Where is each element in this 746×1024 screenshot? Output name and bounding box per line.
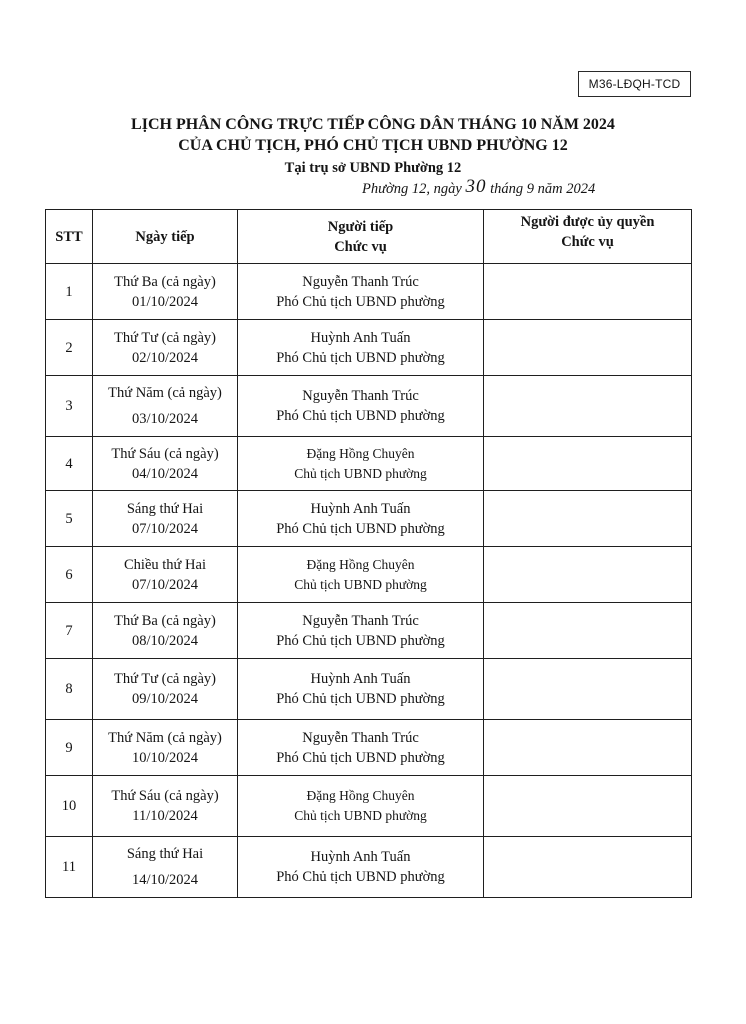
person-name: Nguyễn Thanh Trúc <box>302 729 419 746</box>
table-row <box>46 320 692 376</box>
person-name: Huỳnh Anh Tuấn <box>310 849 411 865</box>
date-day-handwritten: 30 <box>465 176 487 197</box>
stt-cell: 6 <box>46 547 93 603</box>
person-name: Nguyễn Thanh Trúc <box>302 273 419 290</box>
person-title: Chủ tịch UBND phường <box>294 808 427 823</box>
person-title: Phó Chủ tịch UBND phường <box>276 632 445 649</box>
schedule-table <box>45 209 692 898</box>
person-title: Chủ tịch UBND phường <box>294 465 427 481</box>
person-name: Nguyễn Thanh Trúc <box>302 388 419 404</box>
stt-cell: 9 <box>46 720 93 776</box>
stt-cell: 1 <box>46 264 93 320</box>
person-name: Đặng Hồng Chuyên <box>306 556 415 572</box>
table-row <box>46 659 692 720</box>
table-row <box>46 264 692 320</box>
date-cell <box>93 264 238 320</box>
authorized-cell <box>484 720 692 776</box>
person-title: Phó Chủ tịch UBND phường <box>276 691 445 707</box>
person-name: Huỳnh Anh Tuấn <box>310 500 411 517</box>
authorized-cell <box>484 491 692 547</box>
person-cell <box>238 603 484 659</box>
person-name: Đặng Hồng Chuyên <box>306 788 415 803</box>
authorized-cell <box>484 376 692 437</box>
person-name: Đặng Hồng Chuyên <box>306 445 415 461</box>
date-cell <box>93 491 238 547</box>
person-cell <box>238 376 484 437</box>
person-name: Nguyễn Thanh Trúc <box>302 612 419 629</box>
weekday: Thứ Năm (cả ngày) <box>108 385 222 401</box>
stt-cell: 8 <box>46 659 93 720</box>
table-row <box>46 720 692 776</box>
authorized-cell <box>484 547 692 603</box>
weekday: Thứ Năm (cả ngày) <box>108 729 222 746</box>
document-code: M36-LĐQH-TCD <box>578 71 691 97</box>
stt-cell: 10 <box>46 776 93 837</box>
date: 14/10/2024 <box>131 872 199 888</box>
person-title: Phó Chủ tịch UBND phường <box>276 749 445 766</box>
person-title: Phó Chủ tịch UBND phường <box>276 869 445 885</box>
date-cell <box>93 320 238 376</box>
authorized-cell <box>484 320 692 376</box>
header-person-title: Chức vụ <box>334 238 387 255</box>
stt-cell: 5 <box>46 491 93 547</box>
document-title: LỊCH PHÂN CÔNG TRỰC TIẾP CÔNG DÂN THÁNG 10 NĂM 2024 <box>131 116 615 133</box>
header-stt: STT <box>46 210 93 264</box>
person-cell <box>238 320 484 376</box>
header-person <box>238 210 484 264</box>
date: 07/10/2024 <box>131 520 199 537</box>
weekday: Sáng thứ Hai <box>126 500 204 517</box>
header-person-name: Người tiếp <box>327 218 394 235</box>
authorized-cell <box>484 437 692 491</box>
date-cell <box>93 720 238 776</box>
person-cell <box>238 720 484 776</box>
document-location: Tại trụ sở UBND Phường 12 <box>284 160 462 176</box>
person-cell <box>238 776 484 837</box>
date: 01/10/2024 <box>131 293 199 310</box>
table-row <box>46 547 692 603</box>
stt-cell: 7 <box>46 603 93 659</box>
date: 07/10/2024 <box>131 576 199 593</box>
table-row <box>46 376 692 437</box>
weekday: Sáng thứ Hai <box>126 846 204 862</box>
table-row <box>46 603 692 659</box>
date: 03/10/2024 <box>131 411 199 427</box>
date-cell <box>93 776 238 837</box>
person-title: Chủ tịch UBND phường <box>294 576 427 592</box>
header-authorized <box>484 210 692 264</box>
date-cell <box>93 547 238 603</box>
weekday: Thứ Tư (cả ngày) <box>113 671 216 687</box>
document-date <box>362 178 595 199</box>
weekday: Thứ Tư (cả ngày) <box>113 329 216 346</box>
table-row <box>46 437 692 491</box>
person-cell <box>238 547 484 603</box>
authorized-cell <box>484 837 692 898</box>
stt-cell: 2 <box>46 320 93 376</box>
date: 02/10/2024 <box>131 349 199 366</box>
header-date: Ngày tiếp <box>93 210 238 264</box>
weekday: Thứ Ba (cả ngày) <box>114 612 216 629</box>
person-cell <box>238 491 484 547</box>
table-row <box>46 491 692 547</box>
authorized-cell <box>484 603 692 659</box>
person-cell <box>238 437 484 491</box>
header-authorized-title: Chức vụ <box>561 234 614 250</box>
date: 09/10/2024 <box>131 691 199 707</box>
weekday: Thứ Sáu (cả ngày) <box>111 445 219 462</box>
date-cell <box>93 837 238 898</box>
authorized-cell <box>484 264 692 320</box>
date-cell <box>93 437 238 491</box>
person-name: Huỳnh Anh Tuấn <box>310 671 411 687</box>
person-title: Phó Chủ tịch UBND phường <box>276 293 445 310</box>
date: 11/10/2024 <box>132 808 198 824</box>
weekday: Chiều thứ Hai <box>124 556 206 573</box>
person-title: Phó Chủ tịch UBND phường <box>276 520 445 537</box>
person-cell <box>238 264 484 320</box>
authorized-cell <box>484 776 692 837</box>
person-cell <box>238 659 484 720</box>
person-title: Phó Chủ tịch UBND phường <box>276 408 445 424</box>
date: 10/10/2024 <box>131 749 199 766</box>
date: 04/10/2024 <box>131 465 199 482</box>
weekday: Thứ Sáu (cả ngày) <box>111 788 219 804</box>
person-name: Huỳnh Anh Tuấn <box>310 329 411 346</box>
date-prefix: Phường 12, ngày <box>362 181 462 197</box>
stt-cell: 4 <box>46 437 93 491</box>
date-cell <box>93 376 238 437</box>
stt-cell: 11 <box>46 837 93 898</box>
person-cell <box>238 837 484 898</box>
date: 08/10/2024 <box>131 632 199 649</box>
document-subtitle: CỦA CHỦ TỊCH, PHÓ CHỦ TỊCH UBND PHƯỜNG 12 <box>178 137 568 154</box>
date-cell <box>93 659 238 720</box>
table-row <box>46 837 692 898</box>
weekday: Thứ Ba (cả ngày) <box>114 273 216 290</box>
date-suffix: tháng 9 năm 2024 <box>490 181 596 197</box>
table-header-row <box>46 210 692 264</box>
table-row <box>46 776 692 837</box>
authorized-cell <box>484 659 692 720</box>
date-cell <box>93 603 238 659</box>
header-authorized-name: Người được ủy quyền <box>520 214 655 230</box>
person-title: Phó Chủ tịch UBND phường <box>276 349 445 366</box>
stt-cell: 3 <box>46 376 93 437</box>
